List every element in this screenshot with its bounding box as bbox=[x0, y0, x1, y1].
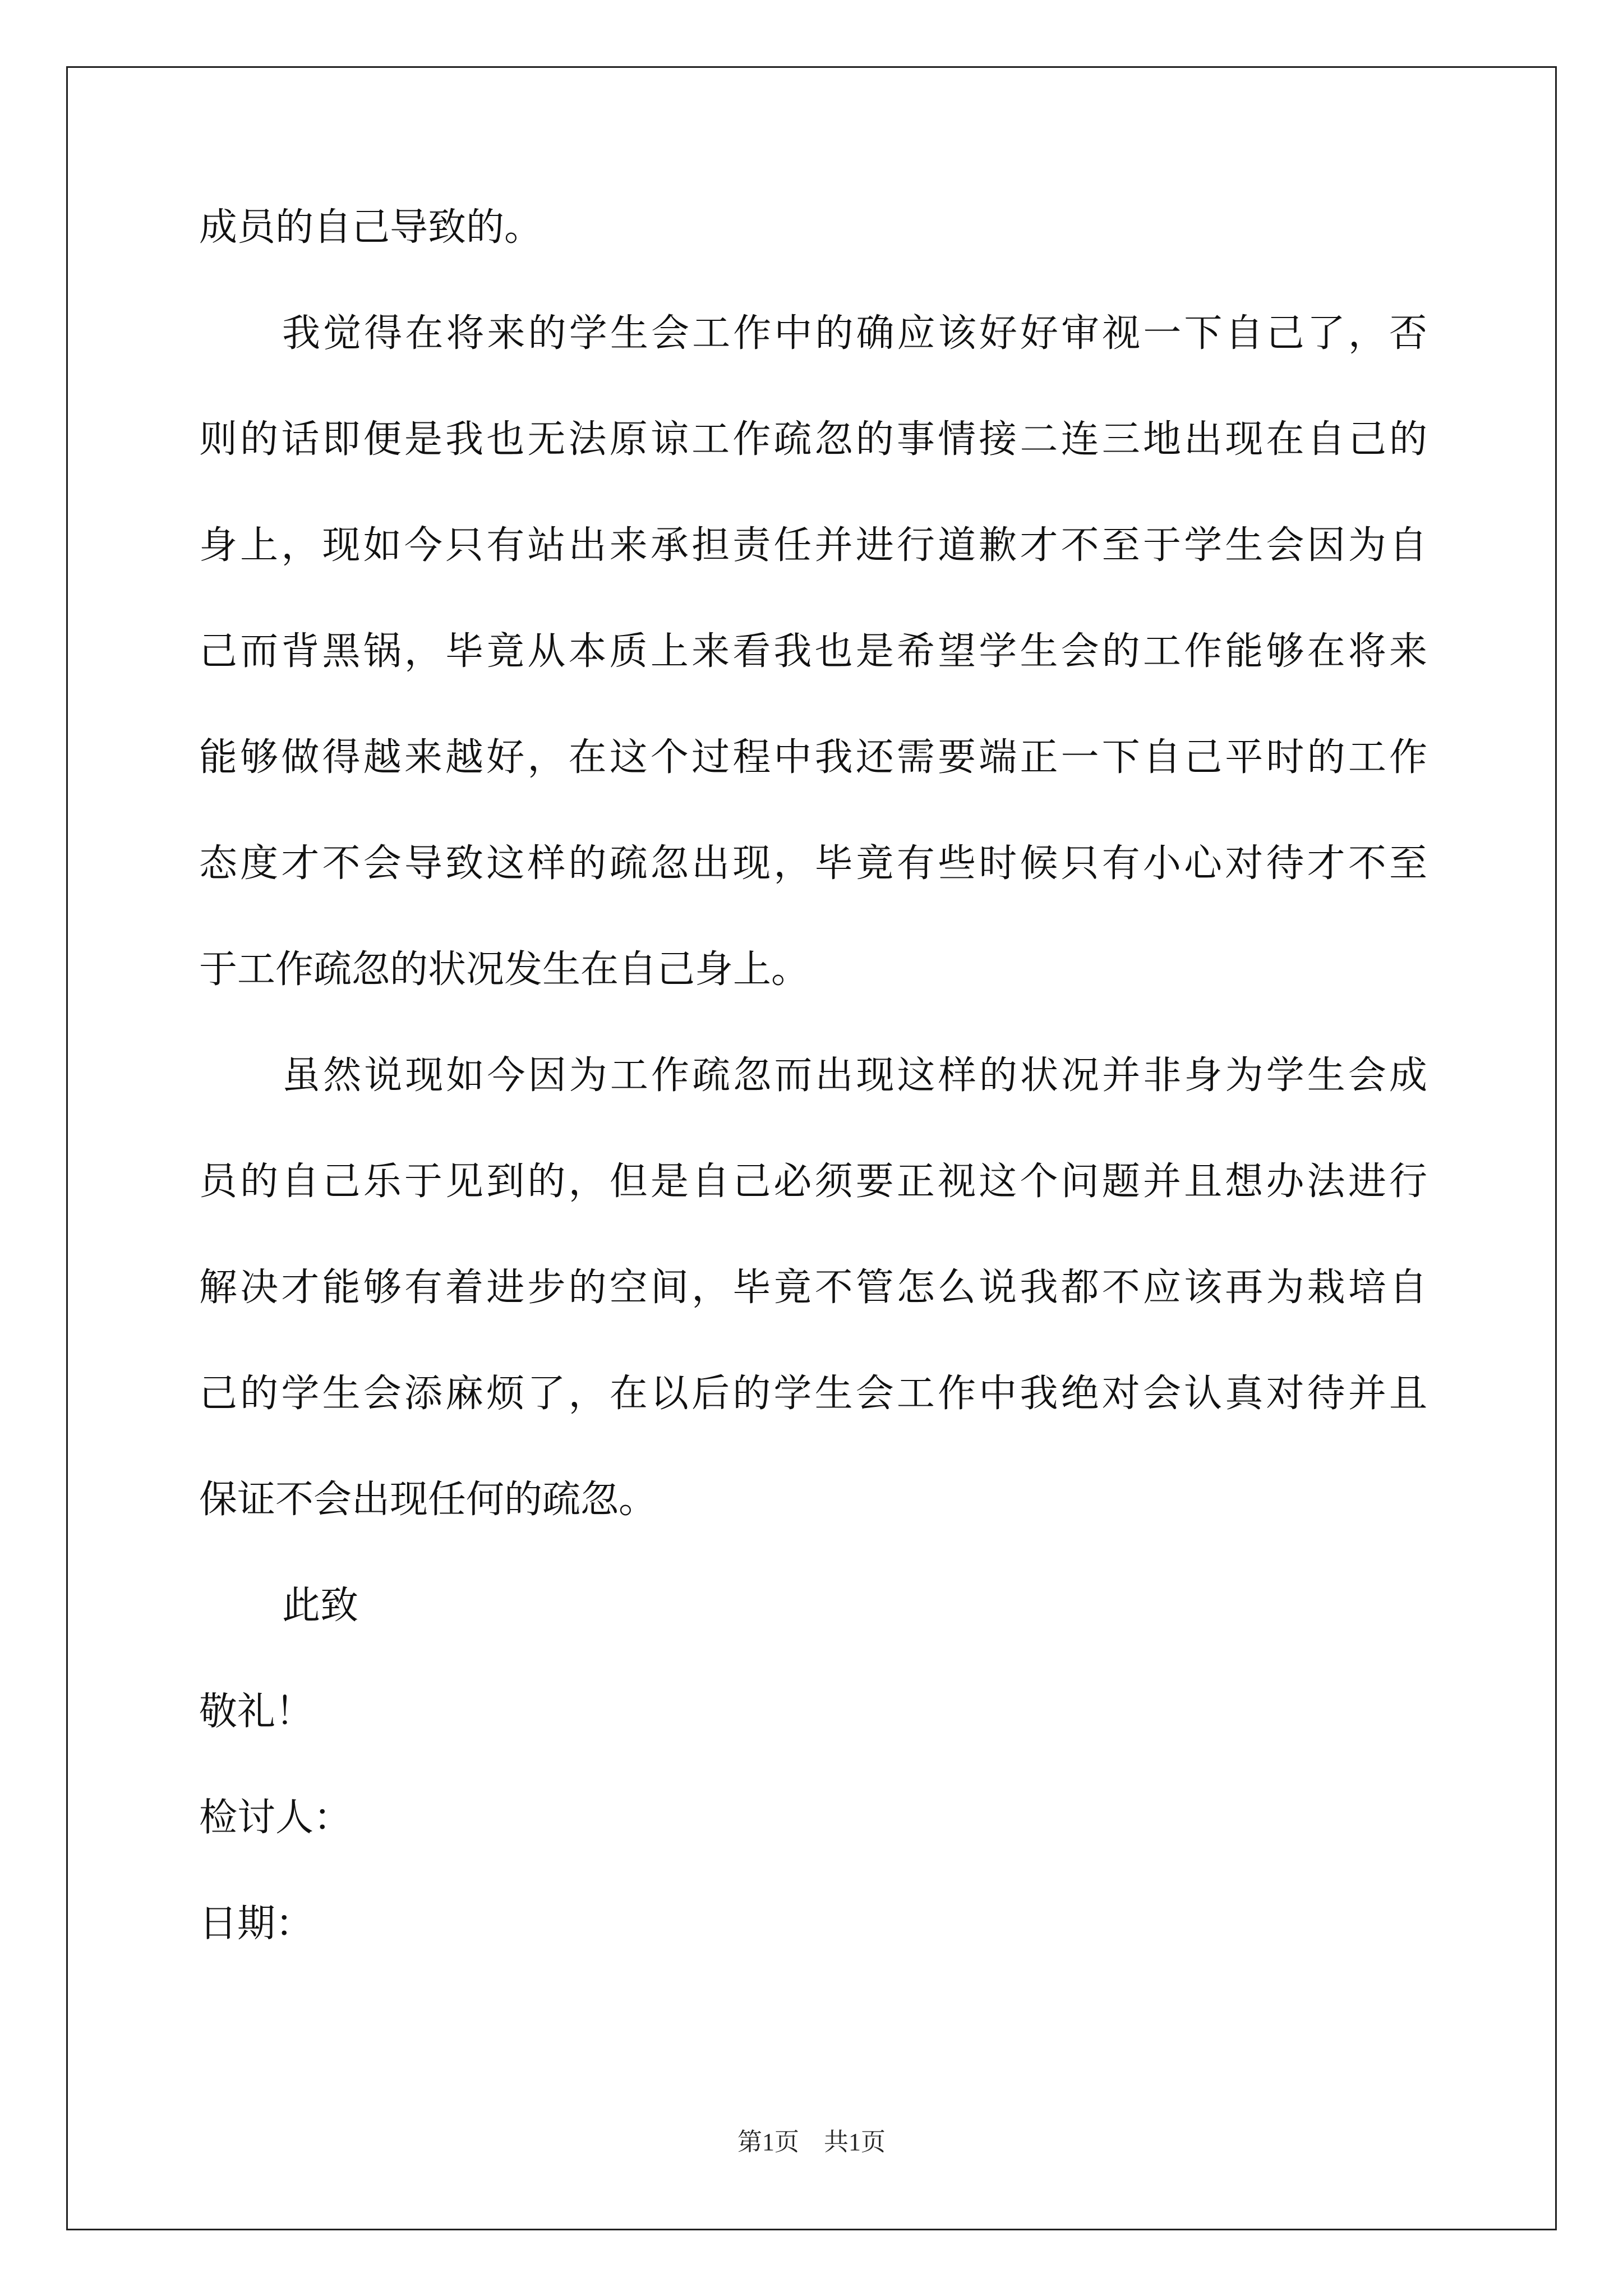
text-line: 成员的自己导致的。 bbox=[199, 205, 543, 250]
text-line: 员的自己乐于见到的，但是自己必须要正视这个问题并且想办法进行 bbox=[199, 1159, 1427, 1204]
date-label: 日期： bbox=[199, 1902, 314, 1946]
signer-label: 检讨人： bbox=[199, 1796, 352, 1840]
text-line: 我觉得在将来的学生会工作中的确应该好好审视一下自己了，否 bbox=[282, 311, 1427, 356]
text-line: 于工作疏忽的状况发生在自己身上。 bbox=[199, 947, 810, 992]
document-body bbox=[199, 205, 1427, 2010]
text-line: 态度才不会导致这样的疏忽出现，毕竟有些时候只有小心对待才不至 bbox=[199, 841, 1427, 886]
text-line: 解决才能够有着进步的空间，毕竟不管怎么说我都不应该再为栽培自 bbox=[199, 1266, 1427, 1310]
text-line: 己的学生会添麻烦了，在以后的学生会工作中我绝对会认真对待并且 bbox=[199, 1372, 1427, 1416]
text-line: 保证不会出现任何的疏忽。 bbox=[199, 1478, 657, 1522]
text-line: 则的话即便是我也无法原谅工作疏忽的事情接二连三地出现在自己的 bbox=[199, 417, 1427, 462]
closing-regards: 敬礼！ bbox=[199, 1690, 314, 1734]
page-number-footer: 第1页 共1页 bbox=[737, 2128, 886, 2156]
text-line: 虽然说现如今因为工作疏忽而出现这样的状况并非身为学生会成 bbox=[282, 1053, 1427, 1098]
closing-salutation: 此致 bbox=[282, 1584, 359, 1628]
text-line: 己而背黑锅，毕竟从本质上来看我也是希望学生会的工作能够在将来 bbox=[199, 629, 1427, 674]
text-line: 身上，现如今只有站出来承担责任并进行道歉才不至于学生会因为自 bbox=[199, 523, 1427, 568]
text-line: 能够做得越来越好，在这个过程中我还需要端正一下自己平时的工作 bbox=[199, 735, 1427, 780]
